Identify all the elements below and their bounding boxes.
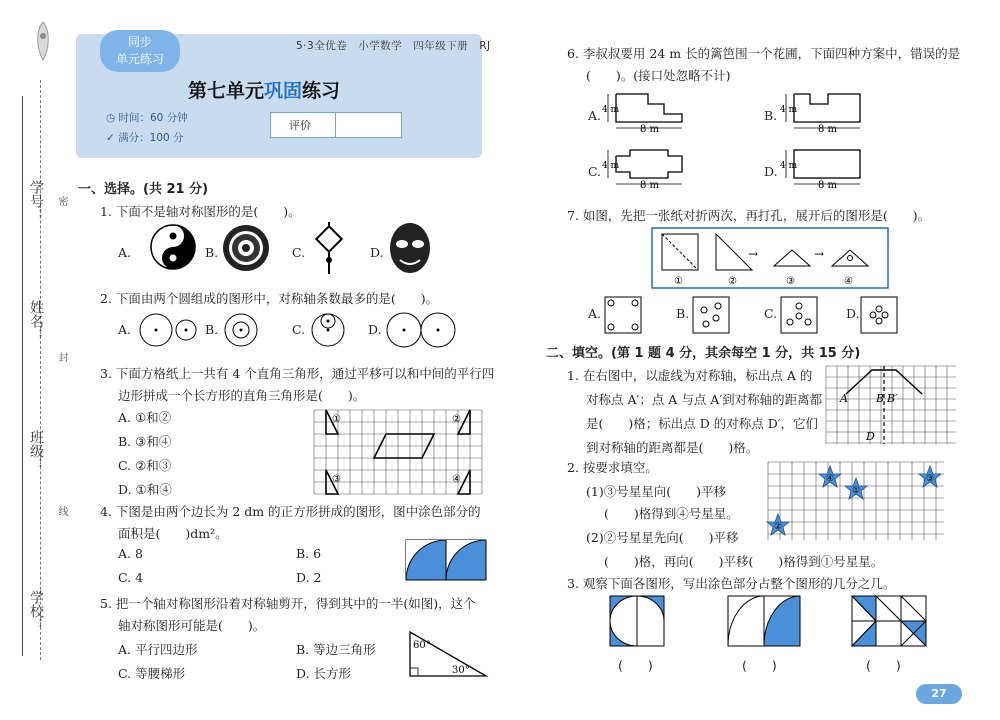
q4-option-a[interactable]: A. 8: [118, 546, 143, 561]
q3-label-2: ②: [452, 414, 461, 425]
q5-option-d[interactable]: D. 长方形: [296, 666, 352, 681]
binding-line: [22, 96, 23, 656]
point-b-prime: B′: [887, 392, 898, 405]
star-label-3: ③: [926, 474, 935, 484]
q6-option-a[interactable]: A.: [588, 108, 602, 123]
fill-q2-star-grid: [768, 462, 944, 540]
two-circles-c: [310, 308, 350, 348]
answer-blank-1[interactable]: ( ): [618, 658, 653, 673]
q3-option-b[interactable]: B. ③和④: [118, 434, 172, 449]
fill-q1-line-3: 是( )格；标出点 D 的对称点 D′，它们: [586, 416, 819, 431]
q5-stem-1: 5. 把一个轴对称图形沿着对称轴剪开，得到其中的一半(如图)，这个: [100, 596, 476, 611]
q6-c-width: 8 m: [640, 180, 660, 191]
q4-stem-2: 面积是( )dm²。: [118, 526, 228, 541]
q4-option-d[interactable]: D. 2: [296, 570, 322, 585]
name-label: 姓名：: [28, 300, 44, 342]
q3-grid-figure: [314, 410, 482, 494]
q4-option-b[interactable]: B. 6: [296, 546, 322, 561]
section-2-title: 二、填空。(第 1 题 4 分，其余每空 1 分，共 15 分): [546, 346, 861, 361]
badge-line-1: 同步: [127, 35, 152, 49]
q5-stem-2: 轴对称图形可能是( )。: [118, 618, 266, 633]
q5-angle-60: 60°: [413, 640, 431, 651]
q7-option-d[interactable]: D.: [846, 306, 860, 321]
q7-figure-b: [692, 296, 730, 334]
seal-mark-3: 线: [56, 506, 67, 516]
rosette-icon: [222, 224, 270, 272]
answer-blank-2[interactable]: ( ): [742, 658, 777, 673]
fill-q2-line-3: (2)②号星星先向( )平移: [586, 530, 739, 545]
q3-option-c[interactable]: C. ②和③: [118, 458, 172, 473]
q3-label-3: ③: [332, 474, 341, 485]
q6-option-c[interactable]: C.: [588, 164, 602, 179]
page-number: 27: [916, 684, 962, 704]
q6-a-height: 4 m: [602, 105, 620, 115]
fill-q1-grid: [826, 366, 956, 444]
q1-option-d[interactable]: D.: [370, 245, 384, 260]
q6-option-d[interactable]: D.: [764, 164, 778, 179]
q3-label-1: ①: [332, 414, 341, 425]
fill-q2-stem: 2. 按要求填空。: [567, 460, 658, 475]
step-2: ②: [728, 276, 737, 287]
fill-q1-line-4: 到对称轴的距离都是( )格。: [586, 440, 759, 455]
q6-d-width: 8 m: [818, 180, 838, 191]
yin-yang-icon: [150, 224, 196, 270]
q6-b-height: 4 m: [780, 105, 798, 115]
class-label: 班级：: [28, 430, 44, 472]
step-1: ①: [674, 276, 683, 287]
q7-fold-steps: [652, 228, 888, 288]
q6-b-width: 8 m: [818, 124, 838, 135]
arrow-2: →: [814, 247, 825, 261]
q1-option-b[interactable]: B.: [205, 245, 219, 260]
q7-stem: 7. 如图，先把一张纸对折两次，再打孔，展开后的图形是( )。: [567, 208, 931, 223]
q1-option-c[interactable]: C.: [292, 245, 306, 260]
fraction-figure-2: [728, 596, 802, 648]
q6-d-height: 4 m: [780, 161, 798, 171]
fill-q3-stem: 3. 观察下面各图形，写出涂色部分占整个图形的几分之几。: [567, 576, 896, 591]
q6-shape-a: [602, 90, 692, 134]
q6-c-height: 4 m: [602, 161, 620, 171]
q2-option-b[interactable]: B.: [205, 322, 219, 337]
q2-stem: 2. 下面由两个圆组成的图形中，对称轴条数最多的是( )。: [100, 291, 439, 306]
q3-stem-2: 边形拼成一个长方形的直角三角形是( )。: [118, 388, 366, 403]
q7-figure-d: [860, 296, 898, 334]
chinese-knot-icon: [312, 222, 346, 276]
answer-blank-3[interactable]: ( ): [866, 658, 901, 673]
q6-a-width: 8 m: [640, 124, 660, 135]
series-label: 5·3全优卷 小学数学 四年级下册 RJ: [296, 40, 491, 52]
page-title: 第七单元巩固练习: [188, 80, 341, 102]
fill-q2-line-2: ( )格得到④号星星。: [604, 506, 739, 521]
point-b: B: [876, 392, 885, 405]
star-label-1: ①: [852, 486, 861, 496]
q6-shape-c: [602, 146, 692, 190]
evaluation-box[interactable]: [270, 112, 402, 138]
q4-option-c[interactable]: C. 4: [118, 570, 144, 585]
q6-stem-1: 6. 李叔叔要用 24 m 长的篱笆围一个花圃，下面四种方案中，错误的是: [567, 46, 961, 61]
school-label: 学校：: [28, 590, 44, 632]
fraction-figure-3: [852, 596, 928, 648]
section-1-title: 一、选择。(共 21 分): [78, 182, 209, 197]
rocket-icon: [28, 20, 58, 68]
sync-badge: [100, 30, 180, 72]
point-a: A: [840, 392, 848, 405]
q3-option-a[interactable]: A. ①和②: [118, 410, 172, 425]
q6-shape-d: [780, 146, 870, 190]
star-label-2: ②: [774, 522, 783, 532]
q1-stem: 1. 下面不是轴对称图形的是( )。: [100, 204, 301, 219]
fraction-figure-1: [610, 596, 666, 648]
star-label-4: ④: [826, 474, 835, 484]
q6-option-b[interactable]: B.: [764, 108, 778, 123]
two-circles-a: [140, 313, 204, 349]
q5-angle-30: 30°: [452, 665, 470, 676]
q5-option-b[interactable]: B. 等边三角形: [296, 642, 376, 657]
q6-stem-2: ( )。(接口处忽略不计): [586, 68, 731, 83]
fill-q1-line-2: 对称点 A′；点 A 与点 A′到对称轴的距离都: [586, 392, 823, 407]
opera-mask-icon: [388, 222, 432, 274]
q5-triangle-figure: [410, 632, 488, 678]
score-label: ✓ 满分：100 分: [106, 132, 184, 144]
q3-option-d[interactable]: D. ①和④: [118, 482, 172, 497]
q7-figure-c: [780, 296, 818, 334]
step-4: ④: [844, 276, 853, 287]
eval-label: 评价: [289, 119, 311, 132]
two-circles-d: [386, 313, 460, 349]
seal-mark-2: 封: [56, 352, 67, 362]
q2-option-d[interactable]: D.: [368, 322, 382, 337]
q4-stem-1: 4. 下图是由两个边长为 2 dm 的正方形拼成的图形，图中涂色部分的: [100, 504, 481, 519]
fill-q2-line-4: ( )格，再向( )平移( )格得到①号星星。: [604, 554, 884, 569]
q5-option-c[interactable]: C. 等腰梯形: [118, 666, 186, 681]
q3-stem-1: 3. 下面方格纸上一共有 4 个直角三角形，通过平移可以和中间的平行四: [100, 366, 495, 381]
q6-shape-b: [780, 90, 870, 134]
q7-figure-a: [604, 296, 642, 334]
point-d: D: [866, 430, 875, 443]
step-3: ③: [786, 276, 795, 287]
badge-line-2: 单元练习: [115, 52, 164, 66]
time-label: ◷ 时间：60 分钟: [106, 112, 188, 124]
fill-q2-line-1: (1)③号星星向( )平移: [586, 484, 726, 499]
q2-option-c[interactable]: C.: [292, 322, 306, 337]
q5-option-a[interactable]: A. 平行四边形: [118, 642, 198, 657]
cut-line: [40, 80, 41, 660]
q1-option-a[interactable]: A.: [118, 245, 132, 260]
student-no-label: 学号：: [28, 180, 44, 222]
fill-q1-line-1: 1. 在右图中，以虚线为对称轴，标出点 A 的: [567, 368, 813, 383]
q7-option-c[interactable]: C.: [764, 306, 778, 321]
q7-option-b[interactable]: B.: [676, 306, 690, 321]
arrow-1: →: [748, 247, 759, 261]
q4-shaded-figure: [406, 540, 486, 580]
two-circles-b: [224, 313, 260, 349]
q2-option-a[interactable]: A.: [118, 322, 132, 337]
q7-option-a[interactable]: A.: [588, 306, 602, 321]
q3-label-4: ④: [452, 474, 461, 485]
seal-mark-1: 密: [56, 196, 67, 206]
